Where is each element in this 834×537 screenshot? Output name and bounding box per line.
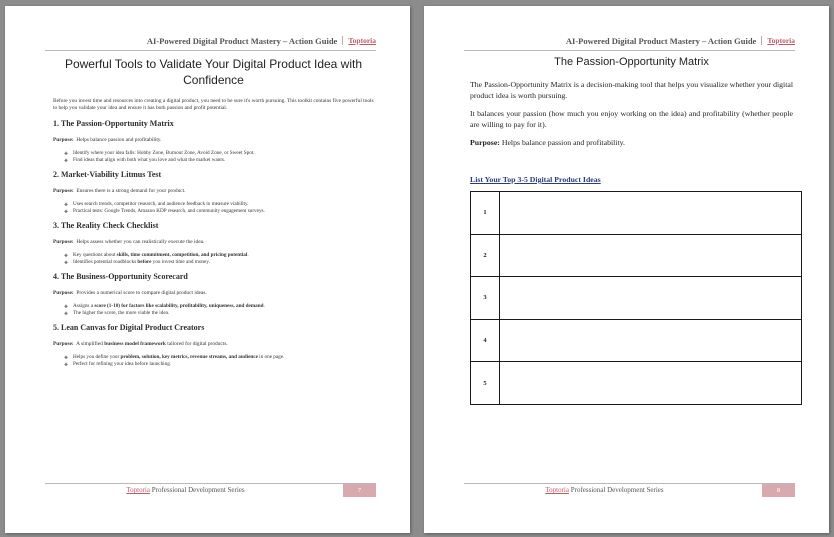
text-run: Assigns a — [73, 302, 95, 309]
idea-entry-cell[interactable] — [500, 277, 802, 320]
emphasis-text: skills, time commitment, competition, and pricing potential — [116, 251, 248, 258]
text-run: tailored for digital products. — [165, 340, 228, 347]
purpose-label: Purpose: — [53, 289, 74, 296]
bullet-item — [64, 259, 374, 266]
purpose-label: Purpose: — [53, 136, 74, 143]
section-purpose — [53, 341, 374, 348]
intro-paragraph: Before you invest time and resources into creating a digital product, you need to be sure it's worth pursuing. This toolkit contains five powerful tools to help you validate your idea and ensure it has both passion and profit potential. — [53, 98, 374, 112]
text-run: Key questions about — [73, 251, 117, 258]
ideas-list-heading: List Your Top 3-5 Digital Product Ideas — [470, 175, 601, 184]
purpose-text: Helps balance passion and profitability. — [499, 138, 625, 147]
table-row — [471, 234, 802, 277]
page-title: The Passion-Opportunity Matrix — [554, 56, 709, 68]
text-run: A simplified — [76, 340, 105, 347]
page-footer — [464, 483, 795, 497]
bullet-item: ❖ Uses search trends, competitor research, and audience feedback to measure viability. — [64, 201, 374, 208]
bullet-list — [64, 201, 374, 215]
row-number: 5 — [471, 362, 500, 405]
row-number: 4 — [471, 319, 500, 362]
footer-text — [464, 486, 745, 494]
section-heading: 3. The Reality Check Checklist — [53, 220, 159, 230]
footer-text — [45, 486, 326, 494]
header-brand: Toptoria — [342, 36, 376, 45]
emphasis-text: before — [137, 258, 152, 265]
page-header — [45, 31, 376, 51]
matrix-description: The Passion-Opportunity Matrix is a decision-making tool that helps you visualize whether your digital product idea is worth pursuing. — [470, 80, 793, 100]
bullet-item: ❖ Practical tests: Google Trends, Amazon KDP research, and community engagement surveys. — [64, 208, 374, 215]
bullet-list — [64, 303, 374, 317]
header-title: AI-Powered Digital Product Mastery – Action Guide — [146, 35, 338, 46]
purpose-text: Ensures there is a strong demand for your product. — [76, 187, 186, 194]
bullet-item — [64, 252, 374, 259]
page-header — [464, 31, 795, 51]
footer-series: Professional Development Series — [149, 486, 245, 494]
idea-entry-cell[interactable] — [500, 319, 802, 362]
section-heading: 1. The Passion-Opportunity Matrix — [53, 118, 174, 128]
row-number: 2 — [471, 234, 500, 277]
idea-entry-cell[interactable] — [500, 192, 802, 235]
header-brand: Toptoria — [761, 36, 795, 45]
table-row — [471, 277, 802, 320]
idea-entry-cell[interactable] — [500, 362, 802, 405]
purpose-label: Purpose: — [53, 238, 74, 245]
bullet-item: ❖ Identify where your idea falls: Hobby Zone, Burnout Zone, Avoid Zone, or Sweet Spot. — [64, 150, 374, 157]
footer-brand: Toptoria — [545, 486, 569, 494]
bullet-item: ❖ Perfect for refining your idea before launching. — [64, 361, 374, 368]
footer-series: Professional Development Series — [568, 486, 664, 494]
document-page-right — [424, 6, 829, 533]
row-number: 3 — [471, 277, 500, 320]
bullet-list — [64, 354, 374, 368]
section-purpose — [53, 137, 374, 144]
section-purpose — [53, 290, 374, 297]
text-run: Identifies potential roadblocks — [73, 258, 138, 265]
bullet-list — [64, 150, 374, 164]
emphasis-text: problem, solution, key metrics, revenue streams, and audience — [120, 353, 258, 360]
purpose-label: Purpose: — [53, 187, 74, 194]
emphasis-text: score (1-10) for factors like scalability, profitability, uniqueness, and demand — [94, 302, 264, 309]
text-run: . — [263, 302, 265, 309]
page-title: Powerful Tools to Validate Your Digital Product Idea with Confidence — [64, 57, 363, 87]
table-row — [471, 192, 802, 235]
ideas-table — [470, 191, 802, 405]
section-purpose — [53, 239, 374, 246]
page-body — [470, 56, 793, 405]
purpose-text: Provides a numerical score to compare digital product ideas. — [76, 289, 207, 296]
section-heading: 4. The Business-Opportunity Scorecard — [53, 271, 188, 281]
page-number: 8 — [762, 484, 795, 497]
purpose-line — [470, 137, 793, 148]
purpose-label: Purpose: — [53, 340, 74, 347]
purpose-text: Helps assess whether you can realistically execute the idea. — [76, 238, 205, 245]
purpose-text: Helps balance passion and profitability. — [76, 136, 162, 143]
page-number: 7 — [343, 484, 376, 497]
section-heading: 2. Market-Viability Litmus Test — [53, 169, 162, 179]
document-page-left — [5, 6, 410, 533]
header-title: AI-Powered Digital Product Mastery – Action Guide — [565, 35, 757, 46]
text-run: you invest time and money. — [151, 258, 210, 265]
row-number: 1 — [471, 192, 500, 235]
page-body — [53, 56, 374, 374]
table-row — [471, 362, 802, 405]
bullet-list — [64, 252, 374, 266]
bullet-item — [64, 354, 374, 361]
purpose-label: Purpose: — [470, 138, 500, 147]
page-footer — [45, 483, 376, 497]
text-run: Helps you define your — [73, 353, 121, 360]
bullet-item: ❖ Find ideas that align with both what you love and what the market wants. — [64, 157, 374, 164]
idea-entry-cell[interactable] — [500, 234, 802, 277]
section-heading: 5. Lean Canvas for Digital Product Creators — [53, 322, 205, 332]
text-run: in one page. — [257, 353, 285, 360]
emphasis-text: business model framework — [104, 340, 166, 347]
bullet-item: ❖ The higher the score, the more viable the idea. — [64, 310, 374, 317]
text-run: . — [247, 251, 249, 258]
bullet-item — [64, 303, 374, 310]
footer-brand: Toptoria — [126, 486, 150, 494]
matrix-balance-text: It balances your passion (how much you enjoy working on the idea) and profitability (whether people are willing to pay for it). — [470, 109, 793, 129]
tool-sections — [53, 119, 374, 368]
purpose-text — [76, 341, 228, 347]
table-row — [471, 319, 802, 362]
section-purpose — [53, 188, 374, 195]
